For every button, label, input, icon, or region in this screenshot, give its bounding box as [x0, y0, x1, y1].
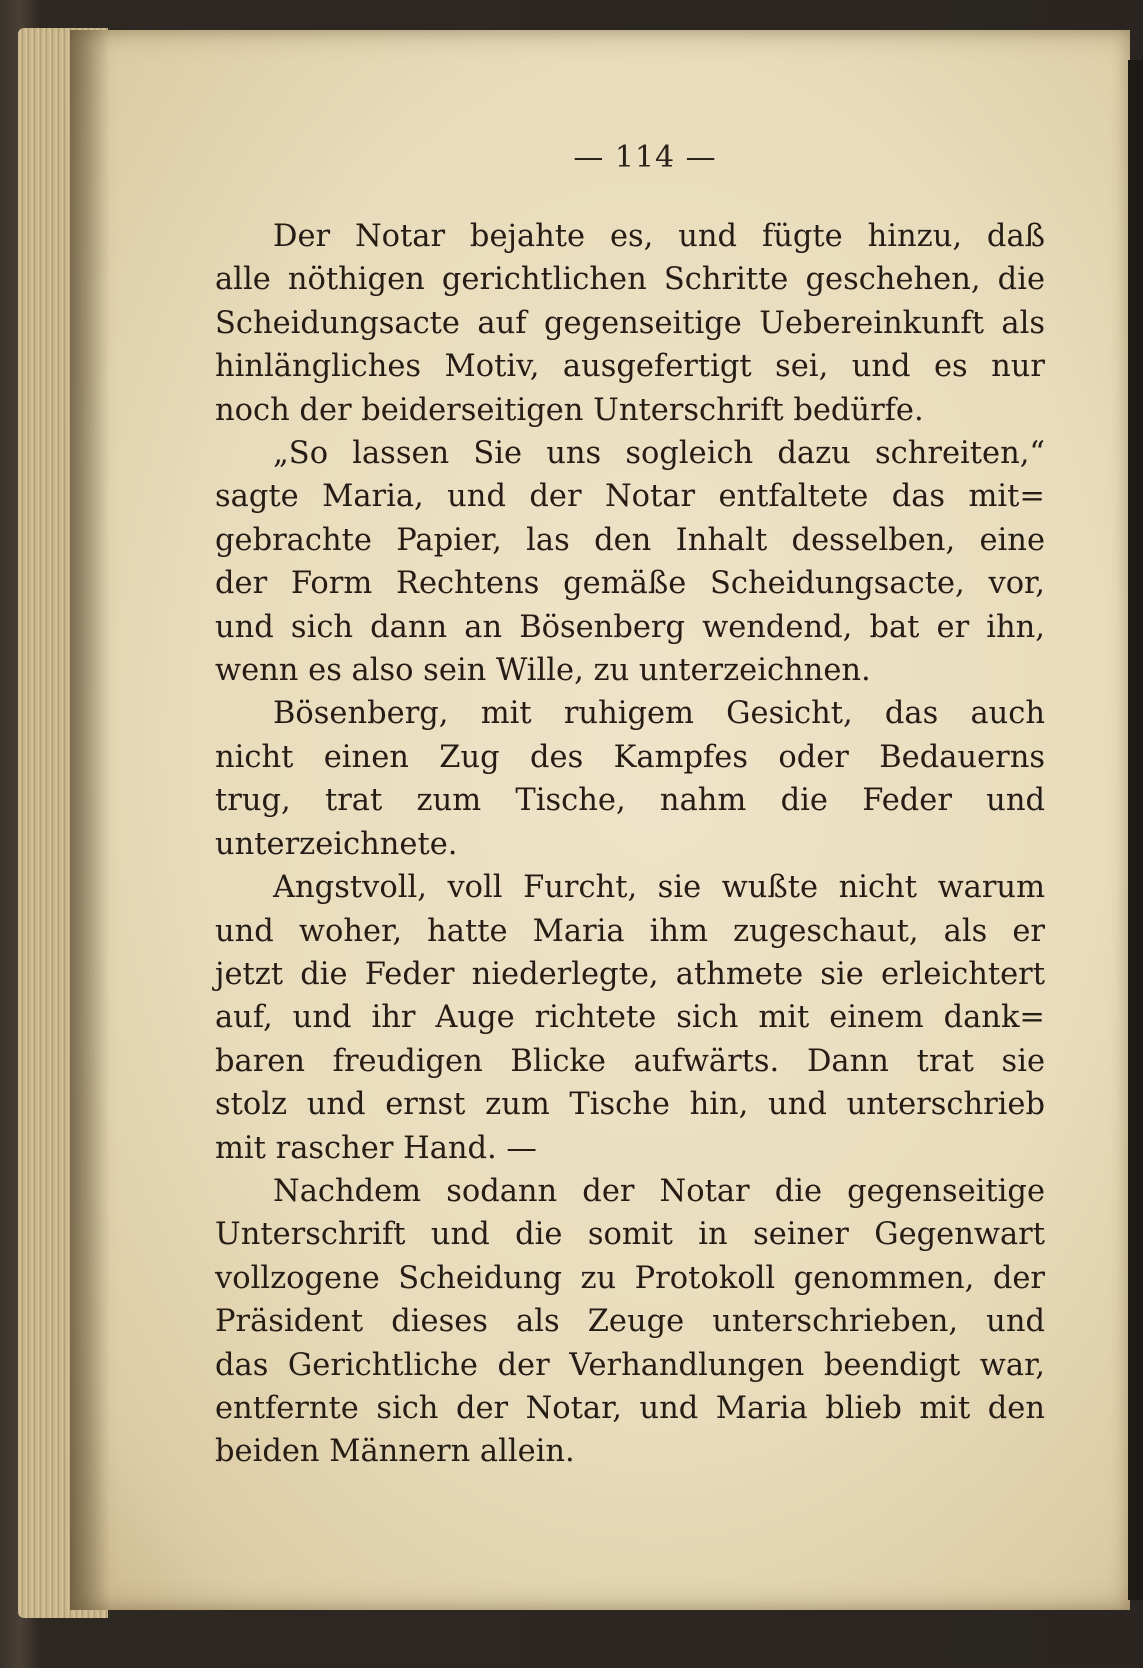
- gutter-shadow: [70, 30, 110, 1610]
- text-line: und woher, hatte Maria ihm zugeschaut, als er: [215, 913, 1045, 949]
- text-line: auf, und ihr Auge richtete sich mit einem dank=: [215, 1000, 1045, 1036]
- text-line: entfernte sich der Notar, und Maria blieb mit den: [215, 1390, 1045, 1426]
- text-line: und sich dann an Bösenberg wendend, bat er ihn,: [215, 609, 1045, 645]
- text-line: nicht einen Zug des Kampfes oder Bedauerns: [215, 739, 1045, 775]
- text-line: noch der beiderseitigen Unterschrift bedürfe.: [215, 392, 924, 428]
- text-line: Der Notar bejahte es, und fügte hinzu, daß: [273, 219, 1045, 254]
- text-line: Scheidungsacte auf gegenseitige Uebereinkunft als: [215, 305, 1045, 341]
- text-line: Präsident dieses als Zeuge unterschrieben, und: [215, 1304, 1045, 1340]
- page-number: — 114 —: [573, 140, 717, 175]
- text-line: „So lassen Sie uns sogleich dazu schreiten,“: [273, 436, 1045, 472]
- text-line: wenn es also sein Wille, zu unterzeichnen.: [215, 653, 871, 689]
- text-line: sagte Maria, und der Notar entfaltete das mit=: [215, 479, 1045, 515]
- text-line: trug, trat zum Tische, nahm die Feder und: [215, 783, 1045, 819]
- body-text: [215, 215, 1045, 1474]
- text-line: das Gerichtliche der Verhandlungen beendigt war,: [215, 1347, 1045, 1383]
- text-line: jetzt die Feder niederlegte, athmete sie erleichtert: [215, 956, 1045, 992]
- text-line: alle nöthigen gerichtlichen Schritte geschehen, die: [215, 262, 1045, 298]
- text-line: unterzeichnete.: [215, 826, 458, 862]
- text-line: vollzogene Scheidung zu Protokoll genommen, der: [215, 1260, 1045, 1296]
- right-border: [1128, 60, 1143, 1600]
- text-line: Unterschrift und die somit in seiner Gegenwart: [215, 1217, 1045, 1253]
- text-line: Angstvoll, voll Furcht, sie wußte nicht warum: [273, 870, 1045, 906]
- text-line: beiden Männern allein.: [215, 1434, 575, 1470]
- text-line: hinlängliches Motiv, ausgefertigt sei, und es nur: [215, 349, 1045, 385]
- text-line: baren freudigen Blicke aufwärts. Dann trat sie: [215, 1043, 1045, 1079]
- text-line: der Form Rechtens gemäße Scheidungsacte, vor,: [215, 566, 1045, 602]
- text-line: mit rascher Hand. —: [215, 1130, 537, 1166]
- text-line: gebrachte Papier, las den Inhalt desselben, eine: [215, 522, 1045, 558]
- text-line: Bösenberg, mit ruhigem Gesicht, das auch: [273, 696, 1045, 732]
- text-line: stolz und ernst zum Tische hin, und unterschrieb: [215, 1087, 1045, 1123]
- text-line: Nachdem sodann der Notar die gegenseitige: [273, 1173, 1045, 1209]
